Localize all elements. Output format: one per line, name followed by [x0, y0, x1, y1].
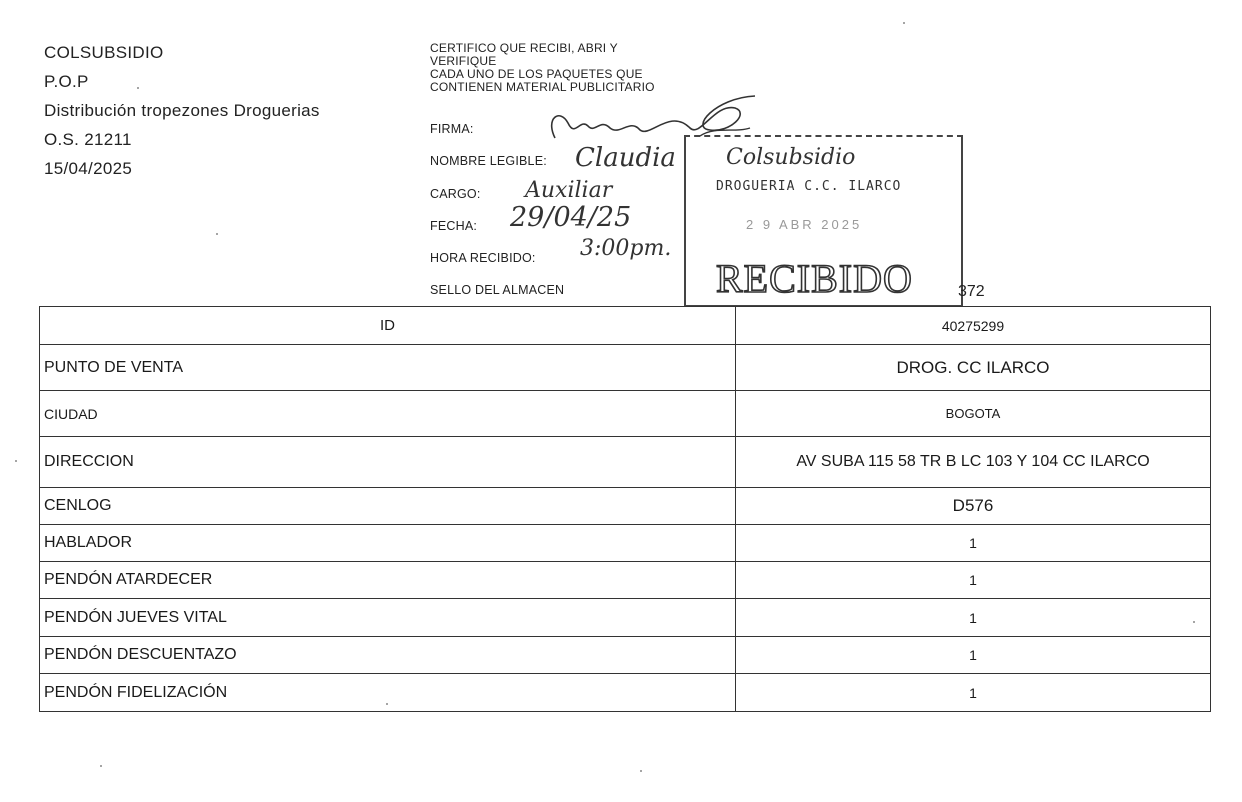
table-row	[40, 488, 1211, 525]
row-value-hablador: 1	[736, 525, 1211, 562]
nombre-label: NOMBRE LEGIBLE:	[430, 154, 547, 168]
scan-speck	[1193, 621, 1195, 623]
table-row	[40, 307, 1211, 345]
scan-speck	[640, 770, 642, 772]
row-label-pendon-jueves-vital: PENDÓN JUEVES VITAL	[40, 599, 736, 637]
stamp-company-name: Colsubsidio	[726, 145, 856, 170]
firma-label: FIRMA:	[430, 122, 474, 136]
document-date: 15/04/2025	[44, 159, 133, 178]
row-label-direccion: DIRECCION	[40, 437, 736, 488]
row-value-direccion: AV SUBA 115 58 TR B LC 103 Y 104 CC ILARCO	[736, 437, 1211, 488]
cert-line-2: VERIFIQUE	[430, 54, 497, 68]
fecha-handwritten: 29/04/25	[510, 202, 632, 233]
row-label-pendon-fidelizacion: PENDÓN FIDELIZACIÓN	[40, 674, 736, 712]
row-label-pendon-descuentazo: PENDÓN DESCUENTAZO	[40, 637, 736, 674]
unit-name: P.O.P	[44, 72, 89, 91]
hora-handwritten: 3:00pm.	[580, 236, 672, 261]
scan-speck	[216, 233, 218, 235]
row-label-ciudad: CIUDAD	[40, 391, 736, 437]
row-value-pendon-jueves-vital: 1	[736, 599, 1211, 637]
cert-line-3: CADA UNO DE LOS PAQUETES QUE	[430, 67, 643, 81]
row-label-cenlog: CENLOG	[40, 488, 736, 525]
hora-label: HORA RECIBIDO:	[430, 251, 536, 265]
scan-speck	[100, 765, 102, 767]
table-row	[40, 599, 1211, 637]
header-block	[44, 38, 320, 183]
row-value-id: 40275299	[736, 307, 1211, 345]
stamp-date: 2 9 ABR 2025	[746, 217, 863, 232]
row-label-id: ID	[40, 307, 736, 345]
scan-speck	[137, 87, 139, 89]
cert-line-1: CERTIFICO QUE RECIBI, ABRI Y	[430, 41, 618, 55]
table-row	[40, 345, 1211, 391]
row-label-pendon-atardecer: PENDÓN ATARDECER	[40, 562, 736, 599]
table-row	[40, 437, 1211, 488]
scan-speck	[386, 703, 388, 705]
row-value-pendon-fidelizacion: 1	[736, 674, 1211, 712]
row-value-cenlog: D576	[736, 488, 1211, 525]
company-name: COLSUBSIDIO	[44, 43, 164, 62]
scan-speck	[15, 460, 17, 462]
table-row	[40, 674, 1211, 712]
stamp-number: 372	[958, 283, 985, 300]
scan-speck	[903, 22, 905, 24]
cargo-handwritten: Auxiliar	[525, 178, 613, 203]
table-row	[40, 637, 1211, 674]
certification-text	[430, 42, 655, 94]
stamp-store-name: DROGUERIA C.C. ILARCO	[716, 179, 902, 194]
row-value-pendon-descuentazo: 1	[736, 637, 1211, 674]
cert-line-4: CONTIENEN MATERIAL PUBLICITARIO	[430, 80, 655, 94]
row-label-hablador: HABLADOR	[40, 525, 736, 562]
distribution-description: Distribución tropezones Droguerias	[44, 101, 320, 120]
row-label-punto-venta: PUNTO DE VENTA	[40, 345, 736, 391]
cargo-label: CARGO:	[430, 187, 481, 201]
order-number: O.S. 21211	[44, 130, 132, 149]
row-value-punto-venta: DROG. CC ILARCO	[736, 345, 1211, 391]
nombre-handwritten: Claudia	[575, 143, 676, 173]
sello-label: SELLO DEL ALMACEN	[430, 283, 565, 297]
table-row	[40, 525, 1211, 562]
delivery-table	[39, 306, 1211, 712]
row-value-ciudad: BOGOTA	[736, 391, 1211, 437]
stamp-received-text: RECIBIDO	[716, 256, 913, 301]
row-value-pendon-atardecer: 1	[736, 562, 1211, 599]
store-stamp	[684, 135, 963, 307]
table-row	[40, 391, 1211, 437]
fecha-label: FECHA:	[430, 219, 478, 233]
table-row	[40, 562, 1211, 599]
